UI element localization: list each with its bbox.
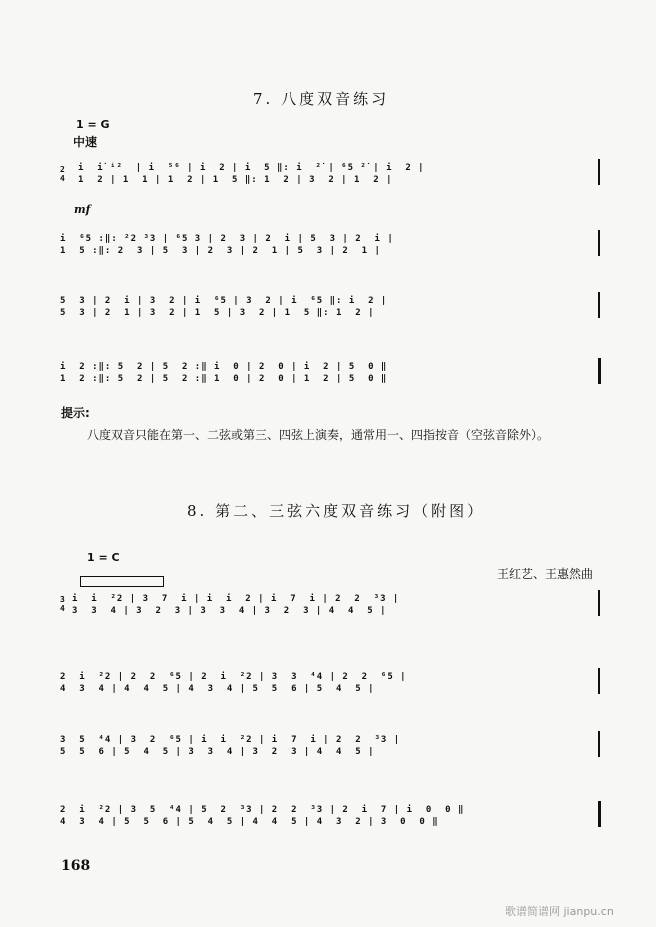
barline xyxy=(598,731,600,757)
section-7-tempo: 中速 xyxy=(73,135,98,149)
staff-upper-notes: i i̇ ⁱ² | i ⁵⁶ | i 2 | i 5 ‖: i ²̇ | ⁶5 ²̇ | i 2 | xyxy=(78,163,425,173)
section-8-staff-1 xyxy=(72,594,608,654)
section-8-staff-2 xyxy=(60,672,608,732)
staff-upper-notes: 2 i ²2 | 2 2 ⁶5 | 2 i ²2 | 3 3 ⁴4 | 2 2 ⁶5 | xyxy=(60,672,407,682)
page-number: 168 xyxy=(61,858,91,874)
section-7-staff-3 xyxy=(60,296,608,356)
staff-upper-notes: i ⁶5 :‖: ²2 ³3 | ⁶5 3 | 2 3 | 2 i | 5 3 | 2 i | xyxy=(60,234,394,244)
finger-slide-bracket xyxy=(80,576,164,587)
barline xyxy=(598,230,600,256)
section-8-time-signature: 3 4 xyxy=(60,595,66,613)
section-8-staff-3 xyxy=(60,735,608,795)
tip-text: 八度双音只能在第一、二弦或第三、四弦上演奏，通常用一、四指按音（空弦音除外）。 xyxy=(87,428,550,442)
section-8-staff-4 xyxy=(60,805,608,865)
staff-lower-notes: 4 3 4 | 4 4 5 | 4 3 4 | 5 5 6 | 5 4 5 | xyxy=(60,684,375,694)
barline xyxy=(598,159,600,185)
barline xyxy=(598,668,600,694)
staff-upper-notes: 5 3 | 2 i | 3 2 | i ⁶5 | 3 2 | i ⁶5 ‖: i 2 | xyxy=(60,296,388,306)
section-7-staff-2 xyxy=(60,234,608,294)
staff-lower-notes: 1 5 :‖: 2 3 | 5 3 | 2 3 | 2 1 | 5 3 | 2 1 | xyxy=(60,246,381,256)
staff-upper-notes: 3 5 ⁴4 | 3 2 ⁶5 | i i ²2 | i 7 i | 2 2 ³3 | xyxy=(60,735,401,745)
staff-lower-notes: 5 3 | 2 1 | 3 2 | 1 5 | 3 2 | 1 5 ‖: 1 2 | xyxy=(60,308,375,318)
section-8-composer: 王红艺、王惠然曲 xyxy=(497,567,594,581)
staff-lower-notes: 5 5 6 | 5 4 5 | 3 3 4 | 3 2 3 | 4 4 5 | xyxy=(60,747,375,757)
barline xyxy=(598,292,600,318)
section-7-key: 1 = G xyxy=(76,118,110,131)
final-barline xyxy=(598,358,601,384)
staff-lower-notes: 4 3 4 | 5 5 6 | 5 4 5 | 4 4 5 | 4 3 2 | 3 0 0 ‖ xyxy=(60,817,439,827)
barline xyxy=(598,590,600,616)
final-barline xyxy=(598,801,601,827)
section-7-dynamic: mf xyxy=(74,203,91,216)
staff-lower-notes: 1 2 | 1 1 | 1 2 | 1 5 ‖: 1 2 | 3 2 | 1 2 | xyxy=(78,175,393,185)
watermark: 歌谱简谱网 jianpu.cn xyxy=(505,905,614,918)
section-8-title: 8. 第二、三弦六度双音练习（附图） xyxy=(187,502,486,520)
section-7-title: 7. 八度双音练习 xyxy=(253,90,390,108)
staff-lower-notes: 3 3 4 | 3 2 3 | 3 3 4 | 3 2 3 | 4 4 5 | xyxy=(72,606,387,616)
tip-label: 提示: xyxy=(61,406,90,420)
staff-upper-notes: i 2 :‖: 5 2 | 5 2 :‖ i 0 | 2 0 | i 2 | 5 0 ‖ xyxy=(60,362,388,372)
staff-upper-notes: i i ²2 | 3 7 i | i i 2 | i 7 i | 2 2 ³3 | xyxy=(72,594,400,604)
staff-upper-notes: 2 i ²2 | 3 5 ⁴4 | 5 2 ³3 | 2 2 ³3 | 2 i 7 | i 0 0 ‖ xyxy=(60,805,465,815)
section-8-key: 1 = C xyxy=(87,551,120,564)
section-7-staff-4 xyxy=(60,362,608,422)
section-7-staff-1 xyxy=(78,163,608,223)
section-7-time-signature: 2 4 xyxy=(60,165,66,183)
staff-lower-notes: 1 2 :‖: 5 2 | 5 2 :‖ 1 0 | 2 0 | 1 2 | 5 0 ‖ xyxy=(60,374,388,384)
